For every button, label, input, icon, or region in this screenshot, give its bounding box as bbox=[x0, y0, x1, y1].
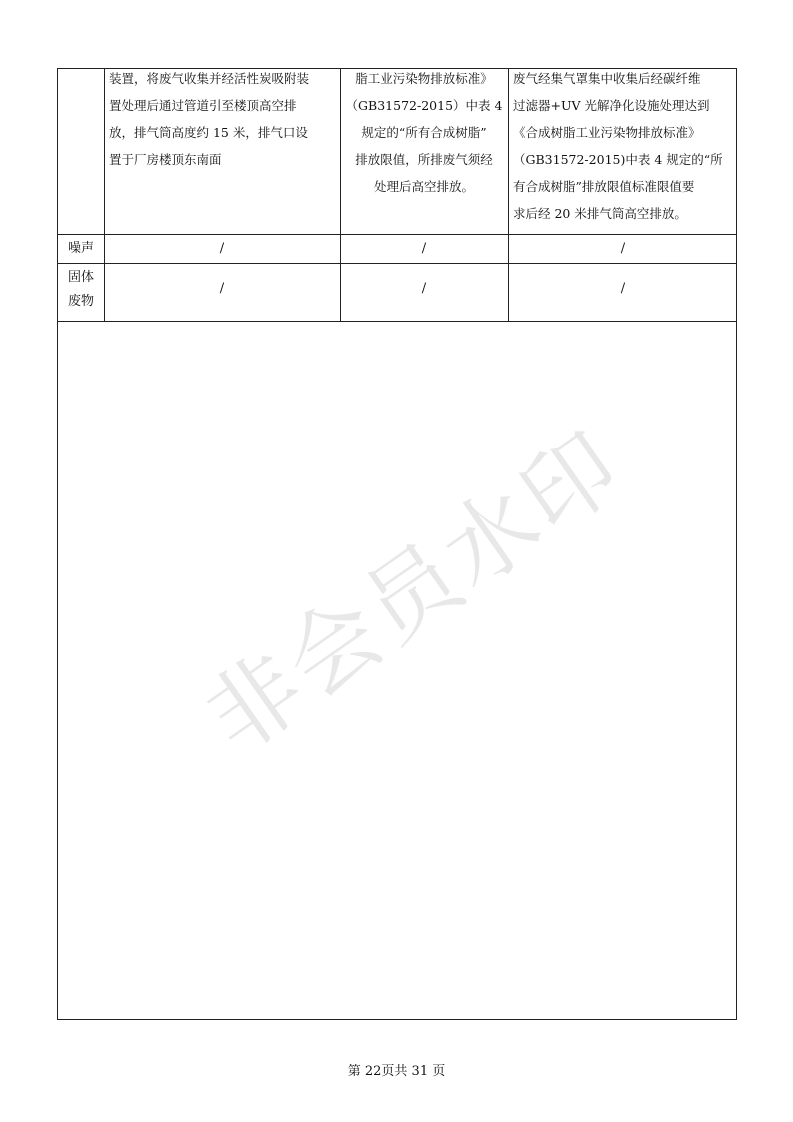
text-line: （GB31572-2015)中表 4 规定的“所 bbox=[513, 152, 723, 167]
text-line: 排放限值，所排废气须经 bbox=[355, 152, 493, 167]
text-line: 脂工业污染物排放标准》 bbox=[355, 71, 493, 86]
text-line: 过滤器+UV 光解净化设施处理达到 bbox=[513, 98, 710, 113]
solid-waste-col1-value: / bbox=[219, 281, 225, 296]
measures-description-cell bbox=[109, 65, 337, 173]
text-line: 求后经 20 米排气筒高空排放。 bbox=[513, 206, 687, 221]
text-line: （GB31572-2015）中表 4 bbox=[345, 98, 503, 113]
table-frame bbox=[57, 68, 737, 1020]
noise-col2-value: / bbox=[421, 241, 427, 256]
text-line: 处理后高空排放。 bbox=[373, 179, 474, 194]
text-line: 装置，将废气收集并经活性炭吸附装 bbox=[109, 71, 310, 86]
solid-waste-col3-value: / bbox=[620, 281, 626, 296]
watermark: 非会员水印 bbox=[187, 410, 642, 774]
standard-cell bbox=[343, 65, 505, 200]
text-line: 放，排气筒高度约 15 米，排气口设 bbox=[109, 125, 308, 140]
row-divider bbox=[58, 263, 736, 264]
page-footer: 第 22页共 31 页 bbox=[347, 1064, 446, 1079]
row-divider bbox=[58, 234, 736, 235]
row-divider bbox=[58, 321, 736, 322]
text-line: 废气经集气罩集中收集后经碳纤维 bbox=[513, 71, 701, 86]
text-line: 有合成树脂”排放限值标准限值要 bbox=[513, 179, 695, 194]
noise-col1-value: / bbox=[219, 241, 225, 256]
noise-row-label: 噪声 bbox=[67, 241, 94, 256]
label-line: 废物 bbox=[67, 294, 94, 309]
text-line: 置于厂房楼顶东南面 bbox=[109, 152, 222, 167]
solid-waste-col2-value: / bbox=[421, 281, 427, 296]
solid-waste-row-label bbox=[58, 266, 104, 314]
text-line: 《合成树脂工业污染物排放标准》 bbox=[513, 125, 701, 140]
text-line: 置处理后通过管道引至楼顶高空排 bbox=[109, 98, 297, 113]
label-line: 固体 bbox=[67, 270, 94, 285]
text-line: 规定的“所有合成树脂” bbox=[361, 125, 487, 140]
noise-col3-value: / bbox=[620, 241, 626, 256]
implementation-cell bbox=[513, 65, 735, 227]
